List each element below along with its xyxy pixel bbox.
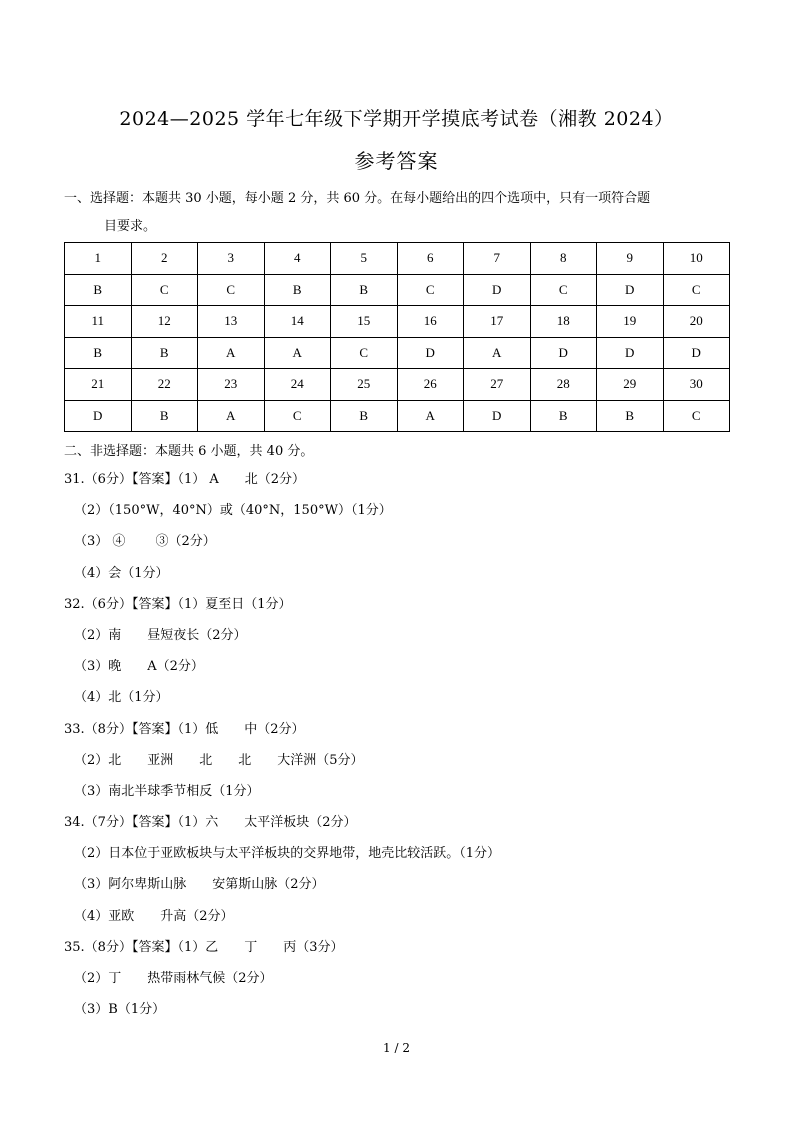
q35-answer-tag: 【答案】 [131,939,178,955]
answer-table-cell: 29 [597,369,664,401]
q35-head: 35.（8分） [64,939,132,955]
answer-table-cell: 24 [264,369,331,401]
answer-table-cell: C [264,400,331,432]
answer-table-row [65,369,730,401]
q31-line1 [64,470,754,501]
answer-table-cell: 6 [397,243,464,275]
q35-part1: （1）乙 丁 丙（3分） [177,939,344,955]
answer-list [64,470,754,1031]
answer-table-cell: D [65,400,132,432]
answer-table-cell: C [663,274,730,306]
answer-table-cell: 25 [331,369,398,401]
answer-table-cell: B [65,274,132,306]
answer-table-cell: 23 [198,369,265,401]
answer-table-cell: B [65,337,132,369]
answer-table-cell: 22 [131,369,198,401]
answer-table-cell: D [464,400,531,432]
answer-table-cell: 3 [198,243,265,275]
q34-line1 [64,813,754,844]
q32-part1: （1）夏至日（1分） [177,596,292,612]
answer-table-cell: A [198,400,265,432]
q34-part2: （2）日本位于亚欧板块与太平洋板块的交界地带，地壳比较活跃。（1分） [74,846,501,862]
answer-table-cell: 19 [597,306,664,338]
q32-line1 [64,595,754,626]
q32-part4: （4）北（1分） [74,690,169,706]
q34-part4: （4）亚欧 升高（2分） [74,908,234,924]
answer-table-cell: A [198,337,265,369]
q33-part3: （3）南北半球季节相反（1分） [74,783,260,799]
q34-part1: （1）六 太平洋板块（2分） [177,815,357,831]
answer-table-cell: B [331,400,398,432]
answer-table-cell: D [464,274,531,306]
q31-answer-tag: 【答案】 [131,472,178,487]
answer-table-cell: D [597,274,664,306]
answer-table-cell: 17 [464,306,531,338]
answer-table-cell: 7 [464,243,531,275]
answer-table-cell: B [597,400,664,432]
answer-table-cell: B [331,274,398,306]
answer-table-cell: 2 [131,243,198,275]
q33-line1 [64,720,754,751]
q32-answer-tag: 【答案】 [131,596,178,612]
q34-part3: （3）阿尔卑斯山脉 安第斯山脉（2分） [74,877,325,893]
q33-answer-tag: 【答案】 [131,721,178,737]
answer-table-cell: C [397,274,464,306]
answer-table-cell: 13 [198,306,265,338]
answer-table-cell: 4 [264,243,331,275]
answer-table-cell: D [597,337,664,369]
answer-table-cell: A [464,337,531,369]
answer-table-cell: 26 [397,369,464,401]
q33-part2: （2）北 亚洲 北 北 大洋洲（5分） [74,752,364,768]
page-number: 1 / 2 [383,1041,410,1055]
answer-table-cell: 21 [65,369,132,401]
answer-table-cell: 30 [663,369,730,401]
answer-table-cell: 1 [65,243,132,275]
answer-table-cell: B [131,337,198,369]
q34-answer-tag: 【答案】 [131,815,178,831]
exam-title: 2024—2025 学年七年级下学期开学摸底考试卷（湘教 2024） [119,108,674,130]
answer-table-row [65,243,730,275]
answer-table-cell: D [397,337,464,369]
answer-table-cell: 11 [65,306,132,338]
answer-table-cell: 8 [530,243,597,275]
answer-key-subtitle: 参考答案 [354,149,439,173]
q35-part2: （2）丁 热带雨林气候（2分） [74,971,273,986]
answer-table-cell: D [663,337,730,369]
answer-table-cell: C [331,337,398,369]
answer-table-cell: 14 [264,306,331,338]
answer-table-cell: A [264,337,331,369]
q31-part4: （4）会（1分） [74,565,169,581]
answer-table-row [65,337,730,369]
q33-head: 33.（8分） [64,721,132,737]
answer-table-row [65,306,730,338]
q32-part2: （2）南 昼短夜长（2分） [74,627,247,643]
q31-part2: （2）（150°W，40°N）或（40°N，150°W）（1分） [74,503,392,519]
answer-table-cell: 15 [331,306,398,338]
q35-line1 [64,938,754,969]
q32-head: 32.（6分） [64,596,132,612]
section-non-choice-heading: 二、非选择题：本题共 6 小题，共 40 分。 [64,444,314,459]
q33-part1: （1）低 中（2分） [177,721,305,737]
answer-table-cell: 18 [530,306,597,338]
q35-part3: （3）B（1分） [74,1002,166,1018]
answer-table-cell: 9 [597,243,664,275]
section1-instruction-line1: 一、选择题：本题共 30 小题，每小题 2 分，共 60 分。在每小题给出的四个选项中，只有一项符合题 [64,191,651,206]
answer-table-cell: 10 [663,243,730,275]
answer-table-cell: 12 [131,306,198,338]
answer-table [64,242,730,432]
answer-table-cell: 28 [530,369,597,401]
answer-table-cell: 20 [663,306,730,338]
q31-part3: （3） ④ ③（2分） [74,534,216,550]
q31-head: 31.（6分） [64,472,132,487]
q31-part1: （1） A 北（2分） [177,472,306,487]
answer-table-cell: B [264,274,331,306]
section1-instruction-line2: 目要求。 [104,219,157,234]
q32-part3: （3）晚 A（2分） [74,659,204,675]
answer-table-cell: 5 [331,243,398,275]
answer-table-cell: 16 [397,306,464,338]
answer-table-cell: D [530,337,597,369]
answer-table-cell: C [663,400,730,432]
answer-table-cell: A [397,400,464,432]
answer-table-cell: C [530,274,597,306]
answer-table-cell: B [530,400,597,432]
answer-table-row [65,274,730,306]
answer-table-row [65,400,730,432]
answer-table-cell: C [131,274,198,306]
answer-table-cell: B [131,400,198,432]
section-multiple-choice-intro [64,185,736,241]
answer-table-cell: C [198,274,265,306]
answer-table-cell: 27 [464,369,531,401]
q34-head: 34.（7分） [64,815,132,831]
